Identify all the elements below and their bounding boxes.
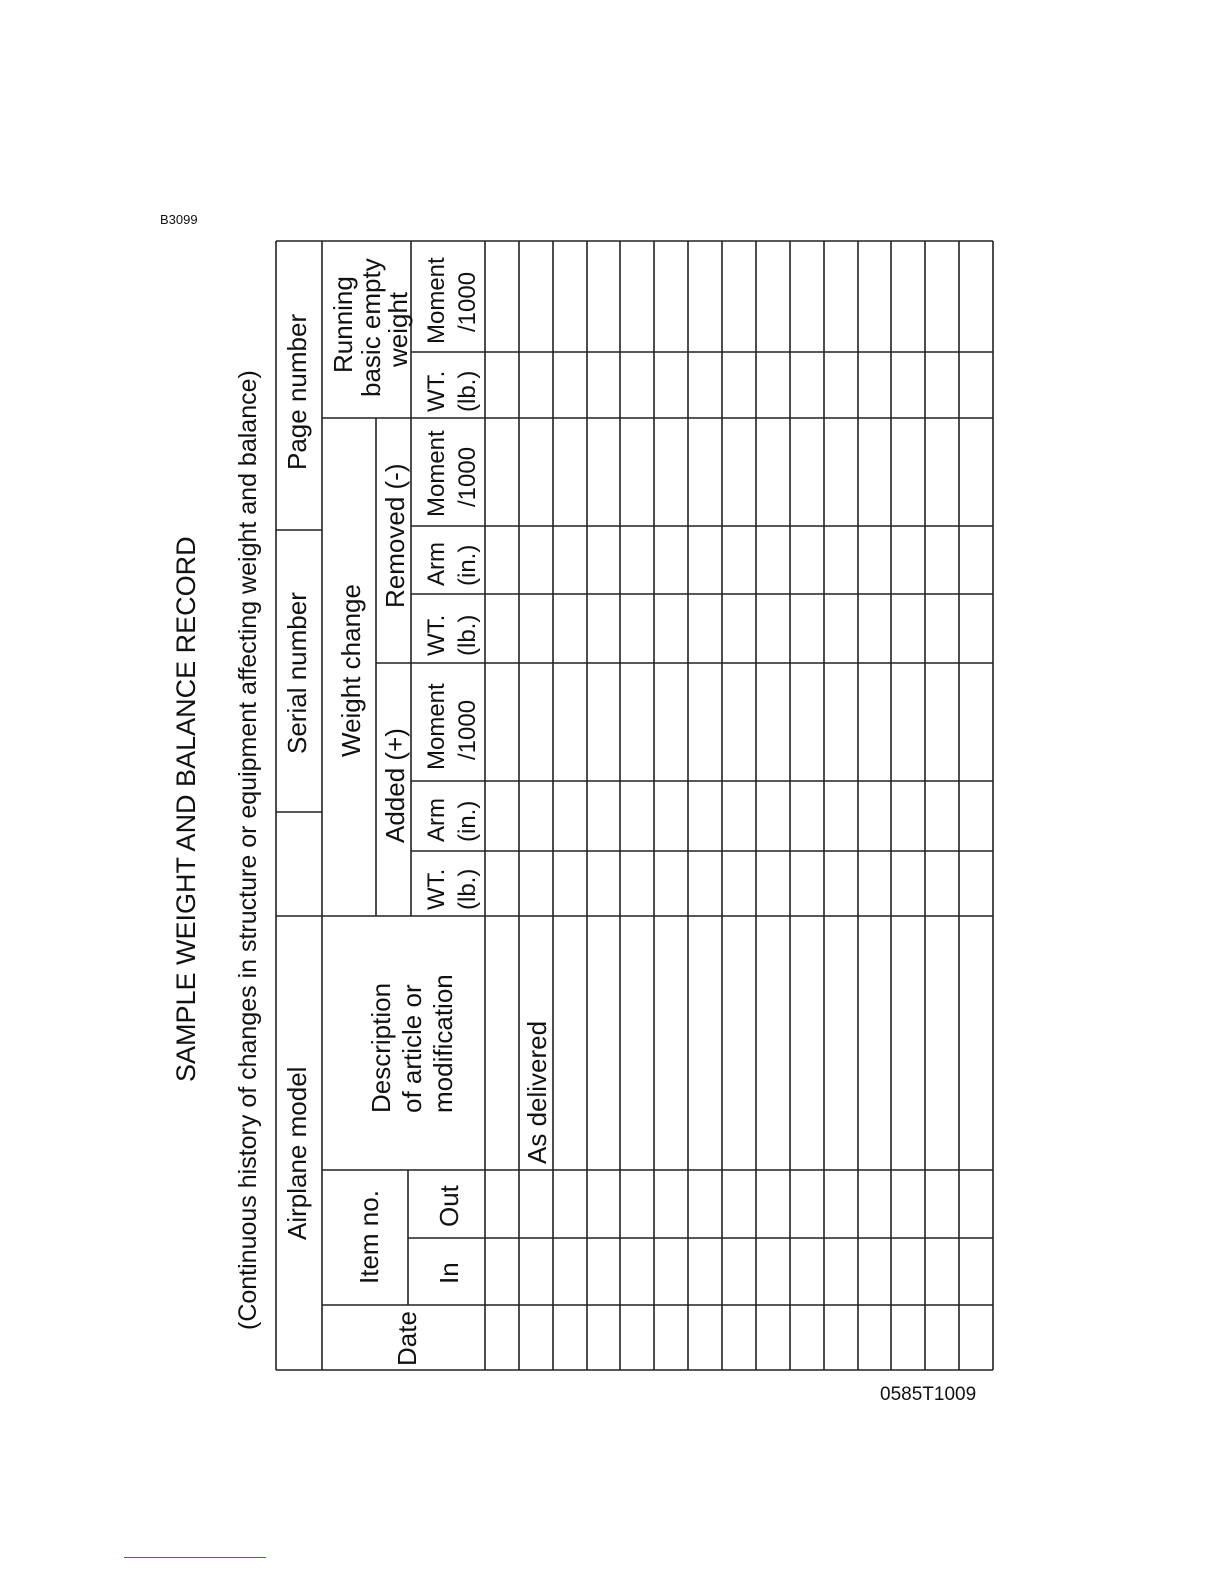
description-column-label-line-2: of article or xyxy=(397,984,427,1113)
removed-moment-label-line-2: /1000 xyxy=(454,446,481,507)
item-no-column-label: Item no. xyxy=(354,1190,384,1284)
figure-code: 0585T1009 xyxy=(880,1384,977,1405)
item-out-column-label: Out xyxy=(434,1185,464,1227)
added-label: Added (+) xyxy=(380,728,410,843)
footer-rule xyxy=(124,1557,266,1558)
running-moment-label-line-2: /1000 xyxy=(454,271,481,332)
running-moment-label-line-1: Moment xyxy=(423,257,450,344)
removed-wt-label-line-2: (lb.) xyxy=(454,614,481,656)
running-wt-label-line-2: (lb.) xyxy=(454,370,481,412)
running-basic-empty-weight-label-line-1: Running xyxy=(328,276,358,373)
item-in-column-label: In xyxy=(434,1262,464,1284)
added-wt-label-line-2: (lb.) xyxy=(454,868,481,910)
description-column-label-line-1: Description xyxy=(366,982,396,1113)
removed-arm-label-line-1: Arm xyxy=(423,542,450,586)
removed-label: Removed (-) xyxy=(380,463,410,608)
weight-change-label: Weight change xyxy=(336,584,366,757)
first-entry-as-delivered: As delivered xyxy=(522,1020,552,1164)
added-moment-label-line-2: /1000 xyxy=(454,699,481,760)
added-moment-label-line-1: Moment xyxy=(423,683,450,770)
added-wt-label-line-1: WT. xyxy=(423,868,450,910)
airplane-model-label: Airplane model xyxy=(282,1066,312,1240)
page-number-label: Page number xyxy=(282,313,312,470)
removed-moment-label-line-1: Moment xyxy=(423,430,450,517)
form-title: SAMPLE WEIGHT AND BALANCE RECORD xyxy=(171,536,201,1082)
serial-number-label: Serial number xyxy=(282,592,312,754)
description-column-label-line-3: modification xyxy=(428,974,458,1113)
added-arm-label-line-2: (in.) xyxy=(454,800,481,842)
form-labels xyxy=(171,257,552,1366)
removed-wt-label-line-1: WT. xyxy=(423,614,450,656)
page-code: B3099 xyxy=(160,212,198,227)
removed-arm-label-line-2: (in.) xyxy=(454,544,481,586)
date-column-label: Date xyxy=(392,1311,422,1366)
running-basic-empty-weight-label-line-2: basic empty xyxy=(356,258,386,397)
running-wt-label-line-1: WT. xyxy=(423,370,450,412)
running-basic-empty-weight-label-line-3: weight xyxy=(383,291,413,367)
form-subtitle: (Continuous history of changes in structure or equipment affecting weight and balance) xyxy=(234,370,262,1330)
added-arm-label-line-1: Arm xyxy=(423,798,450,842)
